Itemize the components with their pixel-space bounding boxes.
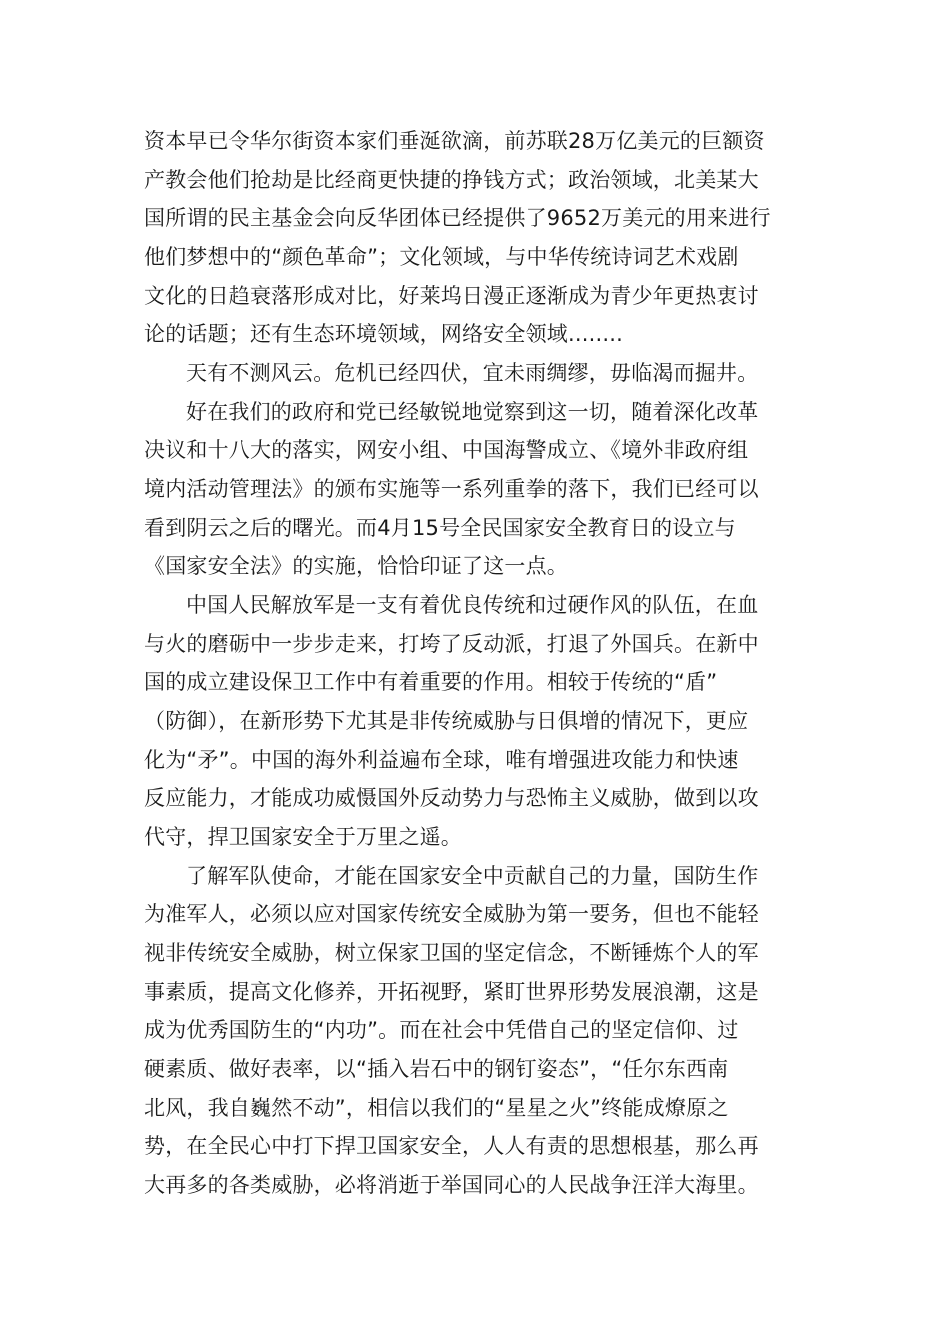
text-line: 代守，捍卫国家安全于万里之遥。 (144, 825, 462, 849)
text-line: 《国家安全法》的实施，恰恰印证了这一点。 (144, 554, 568, 578)
text-line: 事素质，提高文化修养，开拓视野，紧盯世界形势发展浪潮，这是 (144, 980, 759, 1004)
text-line: 产教会他们抢劫是比经商更快捷的挣钱方式；政治领域，北美某大 (144, 168, 759, 192)
text-line: 反应能力，才能成功威慑国外反动势力与恐怖主义威胁，做到以攻 (144, 786, 759, 810)
text-line: 了解军队使命，才能在国家安全中贡献自己的力量，国防生作 (186, 864, 759, 888)
text-line: 境内活动管理法》的颁布实施等一系列重拳的落下，我们已经可以 (144, 477, 759, 501)
text-line: 视非传统安全威胁，树立保家卫国的坚定信念，不断锤炼个人的军 (144, 941, 759, 965)
text-line: 他们梦想中的“颜色革命”；文化领域，与中华传统诗词艺术戏剧 (144, 245, 739, 269)
text-line: 看到阴云之后的曙光。而4月15号全民国家安全教育日的设立与 (144, 516, 736, 540)
text-line: （防御），在新形势下尤其是非传统威胁与日俱增的情况下，更应 (144, 709, 749, 733)
text-line: 为准军人，必须以应对国家传统安全威胁为第一要务，但也不能轻 (144, 902, 759, 926)
text-line: 国所谓的民主基金会向反华团体已经提供了9652万美元的用来进行 (144, 206, 771, 230)
text-line: 成为优秀国防生的“内功”。而在社会中凭借自己的坚定信仰、过 (144, 1018, 739, 1042)
text-line: 资本早已令华尔街资本家们垂涎欲滴，前苏联28万亿美元的巨额资 (144, 129, 765, 153)
text-line: 大再多的各类威胁，必将消逝于举国同心的人民战争汪洋大海里。 (144, 1173, 759, 1197)
text-line: 论的话题；还有生态环境领域，网络安全领域........ (144, 322, 624, 346)
text-line: 化为“矛”。中国的海外利益遍布全球，唯有增强进攻能力和快速 (144, 748, 739, 772)
text-line: 与火的磨砺中一步步走来，打垮了反动派，打退了外国兵。在新中 (144, 632, 759, 656)
text-line: 硬素质、做好表率，以“插入岩石中的钢钉姿态”，“任尔东西南 (144, 1057, 729, 1081)
text-line: 文化的日趋衰落形成对比，好莱坞日漫正逐渐成为青少年更热衷讨 (144, 284, 759, 308)
text-line: 国的成立建设保卫工作中有着重要的作用。相较于传统的“盾” (144, 670, 718, 694)
text-line: 北风，我自巍然不动”，相信以我们的“星星之火”终能成燎原之 (144, 1096, 729, 1120)
text-line: 天有不测风云。危机已经四伏，宜未雨绸缪，毋临渴而掘井。 (186, 361, 759, 385)
text-line: 决议和十八大的落实，网安小组、中国海警成立、《境外非政府组 (144, 438, 749, 462)
text-line: 中国人民解放军是一支有着优良传统和过硬作风的队伍，在血 (186, 593, 759, 617)
text-line: 势，在全民心中打下捍卫国家安全，人人有责的思想根基，那么再 (144, 1134, 759, 1158)
text-line: 好在我们的政府和党已经敏锐地觉察到这一切，随着深化改革 (186, 400, 759, 424)
